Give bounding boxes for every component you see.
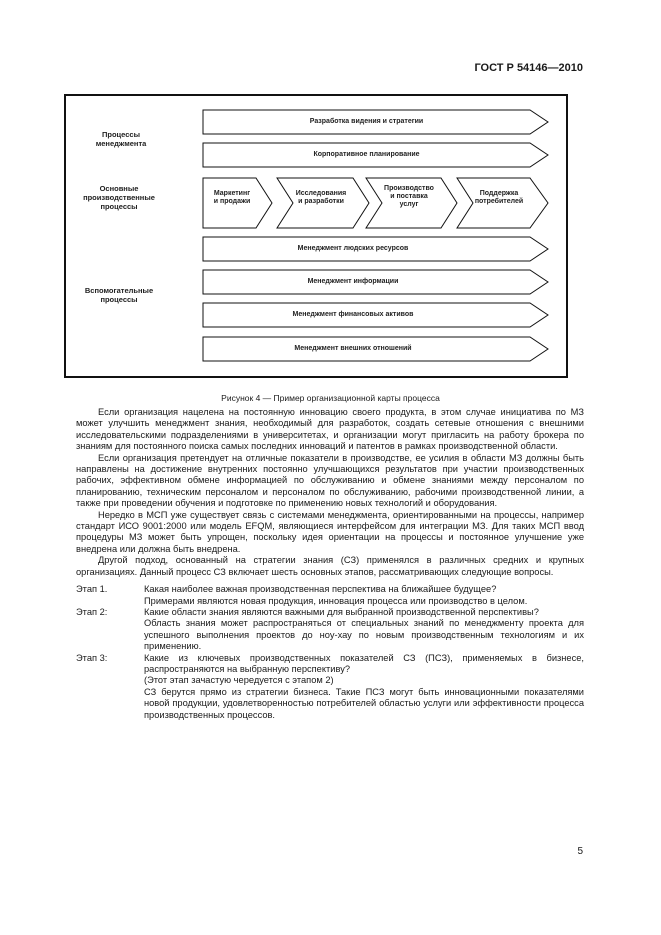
stage-content [144, 653, 584, 721]
arrow-label: Менеджмент информации [307, 278, 399, 285]
group-label-management: Процессы менеджмента [95, 130, 147, 148]
arrow-label: Разработка видения и стратегии [309, 118, 424, 125]
chevron-label: Маркетинг и продажи [213, 190, 251, 206]
stage-label: Этап 2: [76, 606, 108, 617]
body-text [76, 407, 584, 721]
stage-content [144, 607, 584, 653]
stage-1 [76, 584, 584, 607]
arrow-label: Корпоративное планирование [313, 151, 420, 158]
stage-2 [76, 607, 584, 653]
stage-label: Этап 3: [76, 652, 108, 663]
stage-line: Область знания может распространяться от специальных знаний по менеджменту проекта для успешного выполнения проектов до ноу-хау по новым производственным технологиям и их применению. [144, 618, 584, 652]
stage-label: Этап 1. [76, 584, 108, 595]
paragraph: Другой подход, основанный на стратегии знания (СЗ) применялся в различных средних и крупных организациях. Данный процесс СЗ включает шесть основных этапов, рассматривающих следующие вопросы. [76, 555, 584, 577]
stage-line: Какие из ключевых производственных показателей СЗ (ПСЗ), применяемых в бизнесе, распространяются на выбранную перспективу? [144, 652, 584, 674]
group-label-core: Основные производственные процессы [83, 184, 155, 211]
chevron-label: Производство и поставка услуг [384, 185, 434, 209]
arrow-label: Менеджмент финансовых активов [292, 311, 414, 318]
process-map-figure [64, 94, 568, 378]
paragraph: Если организация претендует на отличные показатели в производстве, ее усилия в области МЗ должны быть направлены на достижение внутренних постоянно улучшающихся результатов при участии производственных рабочих, эффективном обмене информацией по обслуживанию и обмене знаниями между персоналом по планированию, техническим персоналом и персоналом по обслуживанию, рабочими производственной линии, а также при проведении обучения и подготовке по применению новых технологий и оборудования. [76, 452, 584, 509]
chevron-label: Исследования и разработки [295, 190, 347, 206]
arrow-label: Менеджмент людских ресурсов [297, 245, 409, 252]
stage-3 [76, 653, 584, 721]
stage-content [144, 584, 584, 607]
page-number: 5 [577, 846, 583, 857]
arrow-label: Менеджмент внешних отношений [294, 345, 412, 352]
stage-line: (Этот этап зачастую чередуется с этапом 2) [144, 675, 334, 686]
group-label-support: Вспомогательные процессы [84, 286, 154, 304]
stage-line: СЗ берутся прямо из стратегии бизнеса. Такие ПСЗ могут быть инновационными показателями новой продукции, удовлетворенностью потребителей областью услуги или эффективности процесса производственных процессов. [144, 686, 584, 720]
paragraph: Если организация нацелена на постоянную инновацию своего продукта, в этом случае инициатива по МЗ может улучшить менеджмент знания, необходимый для разработок, создать сетевые отношения с внешними исследовательскими подразделениями в университетах, и организации могут пригласить на работу брокера по знаниям для постоянного поиска самых последних инноваций и патентов в рамках производственной области. [76, 407, 584, 452]
chevron-label: Поддержка потребителей [474, 190, 524, 206]
paragraph: Нередко в МСП уже существует связь с системами менеджмента, ориентированными на процессы, например стандарт ИСО 9001:2000 или модель EFQM, являющиеся интерфейсом для интеграции МЗ. Для таких МСП ввод процедуры МЗ может быть упрощен, поскольку идея ориентации на процессы и постоянное улучшение уже внедрена или должна быть внедрена. [76, 509, 584, 554]
stage-line: Какие области знания являются важными для выбранной производственной перспективы? [144, 606, 539, 617]
stage-line: Примерами являются новая продукция, инновация процесса или производство в целом. [144, 595, 528, 606]
document-header: ГОСТ Р 54146—2010 [474, 62, 583, 74]
figure-caption: Рисунок 4 — Пример организационной карты процесса [221, 393, 440, 403]
stage-line: Какая наиболее важная производственная перспектива на ближайшее будущее? [144, 584, 497, 595]
